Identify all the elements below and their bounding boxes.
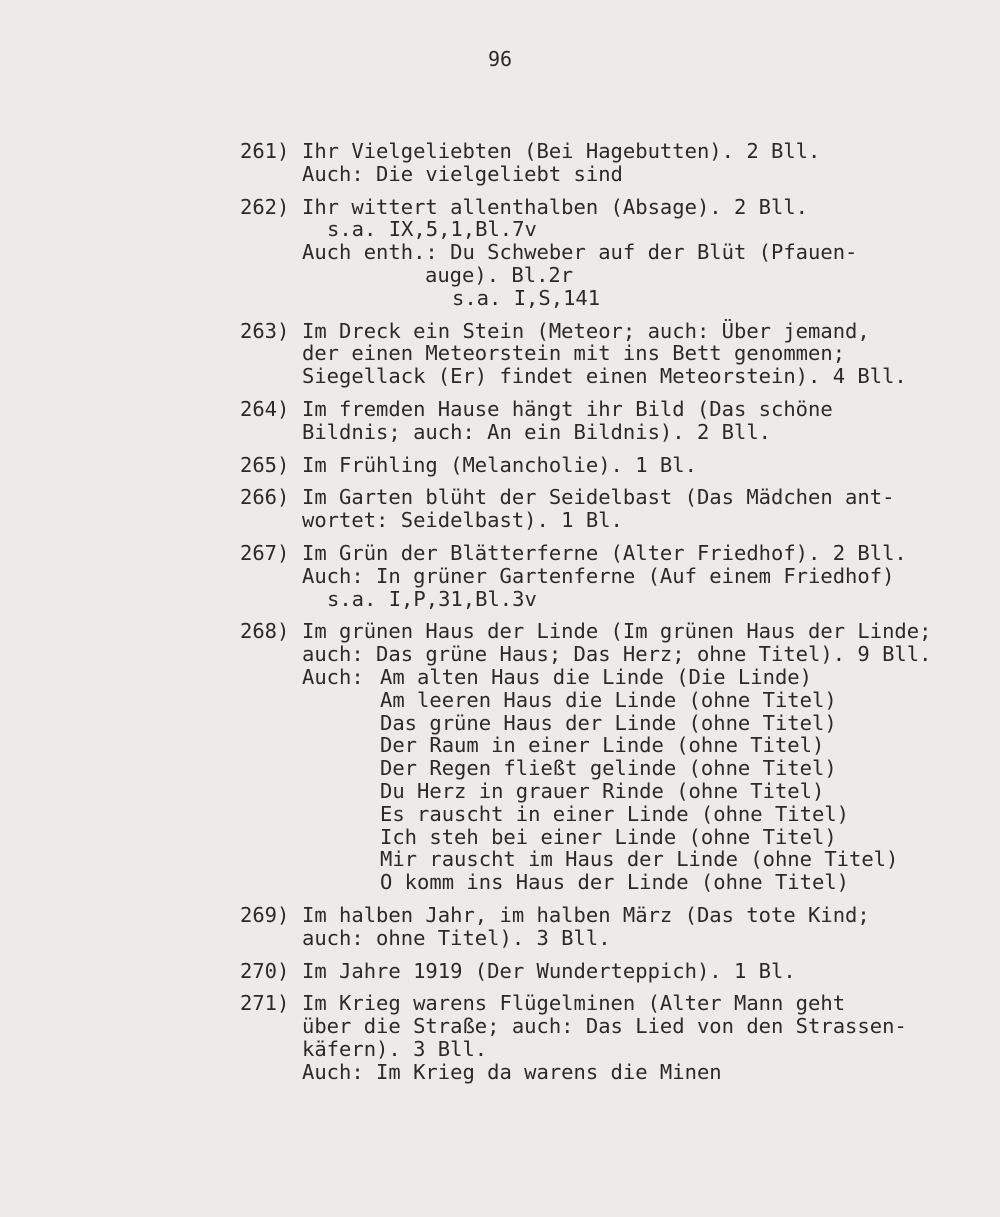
entry-line: Auch enth.: Du Schweber auf der Blüt (Pfauen- <box>302 240 858 265</box>
entry-list <box>240 140 980 1093</box>
entry-number: 270) <box>240 958 290 983</box>
entry-262 <box>240 196 980 310</box>
entry-number: 269) <box>240 902 290 927</box>
entry-line: über die Straße; auch: Das Lied von den Strassen- <box>302 1014 907 1039</box>
entry-line: wortet: Seidelbast). 1 Bl. <box>302 508 623 533</box>
variant-title: Es rauscht in einer Linde (ohne Titel) <box>380 801 849 826</box>
entry-line: Bildnis; auch: An ein Bildnis). 2 Bll. <box>302 419 771 444</box>
entry-265 <box>240 454 980 477</box>
entry-271 <box>240 992 980 1083</box>
entry-line: Im Frühling (Melancholie). 1 Bl. <box>302 452 697 477</box>
page-number: 96 <box>487 47 513 71</box>
entry-line: Im Krieg warens Flügelminen (Alter Mann geht <box>302 991 846 1016</box>
variant-label: Auch: <box>302 664 364 689</box>
entry-line: Siegellack (Er) findet einen Meteorstein). 4 Bll. <box>302 364 907 389</box>
entry-line: Im grünen Haus der Linde (Im grünen Haus der Linde; <box>302 619 932 644</box>
entry-line: Im Garten blüht der Seidelbast (Das Mädchen ant- <box>302 485 895 510</box>
variant-title: Der Raum in einer Linde (ohne Titel) <box>380 733 825 758</box>
entry-number: 267) <box>240 540 290 565</box>
entry-266 <box>240 486 980 532</box>
entry-line: auch: Das grüne Haus; Das Herz; ohne Titel). 9 Bll. <box>302 642 932 667</box>
entry-number: 263) <box>240 318 290 343</box>
entry-number: 268) <box>240 619 290 644</box>
entry-number: 266) <box>240 485 290 510</box>
entry-261 <box>240 140 980 186</box>
entry-line: Ihr Vielgeliebten (Bei Hagebutten). 2 Bll. <box>302 139 821 163</box>
entry-269 <box>240 904 980 950</box>
variant-title: Der Regen fließt gelinde (ohne Titel) <box>380 756 837 781</box>
entry-line: Auch: In grüner Gartenferne (Auf einem Friedhof) <box>302 563 895 588</box>
variant-titles <box>302 666 980 894</box>
entry-line: Im Dreck ein Stein (Meteor; auch: Über jemand, <box>302 318 870 343</box>
entry-line: Auch: Die vielgeliebt sind <box>302 161 623 186</box>
variant-title: Mir rauscht im Haus der Linde (ohne Titel) <box>380 847 899 872</box>
entry-line: der einen Meteorstein mit ins Bett genommen; <box>302 341 846 366</box>
entry-number: 264) <box>240 396 290 421</box>
entry-line: Auch: Im Krieg da warens die Minen <box>302 1059 722 1084</box>
entry-number: 271) <box>240 991 290 1016</box>
entry-line: auge). Bl.2r <box>425 262 574 287</box>
entry-line: Im Jahre 1919 (Der Wunderteppich). 1 Bl. <box>302 958 796 983</box>
entry-line: Ihr wittert allenthalben (Absage). 2 Bll. <box>302 194 809 219</box>
entry-line: s.a. I,S,141 <box>452 285 601 310</box>
variant-title: Am leeren Haus die Linde (ohne Titel) <box>380 687 837 712</box>
entry-270 <box>240 960 980 983</box>
entry-263 <box>240 320 980 388</box>
variant-title: Du Herz in grauer Rinde (ohne Titel) <box>380 778 825 803</box>
variant-title: Ich steh bei einer Linde (ohne Titel) <box>380 824 837 849</box>
entry-264 <box>240 398 980 444</box>
entry-line: Im fremden Hause hängt ihr Bild (Das schöne <box>302 396 833 421</box>
entry-268 <box>240 620 980 894</box>
entry-line: Im halben Jahr, im halben März (Das tote Kind; <box>302 902 870 927</box>
entry-line: s.a. I,P,31,Bl.3v <box>327 586 537 611</box>
entry-number: 265) <box>240 452 290 477</box>
entry-line: Im Grün der Blätterferne (Alter Friedhof). 2 Bll. <box>302 540 907 565</box>
entry-267 <box>240 542 980 610</box>
entry-line: auch: ohne Titel). 3 Bll. <box>302 925 611 950</box>
entry-line: käfern). 3 Bll. <box>302 1036 488 1061</box>
entry-number: 262) <box>240 194 290 219</box>
variant-title: O komm ins Haus der Linde (ohne Titel) <box>380 870 849 895</box>
entry-line: s.a. IX,5,1,Bl.7v <box>327 217 537 242</box>
variant-title: Am alten Haus die Linde (Die Linde) <box>380 664 812 689</box>
entry-number: 261) <box>240 139 290 163</box>
variant-title: Das grüne Haus der Linde (ohne Titel) <box>380 710 837 735</box>
